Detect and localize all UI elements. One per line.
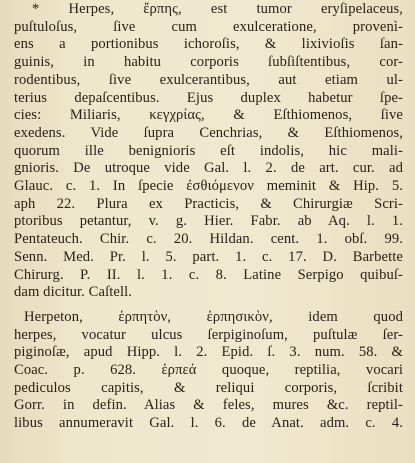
text-line: libus annumeravit Gal. l. 6. de Anat. adm. c. 4. <box>14 415 403 432</box>
text-line: dam dicitur. Caſtell. <box>14 284 133 301</box>
text-line: * Herpes, ἕρπης, est tumor eryſipelaceus, <box>32 1 403 17</box>
text-line: exedens. Vide ſupra Cenchrias, & Eſthiomenos, <box>14 124 403 141</box>
text-line: Glauc. c. 1. In ſpecie ἐσθιόμενον meminit & Hip. 5. <box>14 178 403 195</box>
text-line: Pentateuch. Chir. c. 20. Hildan. cent. 1. obſ. 99. <box>14 231 403 248</box>
text-line: Senn. Med. Pr. l. 5. part. 1. c. 17. D. Barbette <box>14 248 403 265</box>
entry-herpes <box>14 0 403 302</box>
text-line: puſtuloſus, ſive cum exulceratione, provenì- <box>14 18 403 35</box>
text-line: Herpeton, ἑρπητὸν, ἑρπησικὸν, idem quod <box>24 308 403 325</box>
text-line: Coac. p. 628. ἑρπεά quoque, reptilia, vocari <box>14 362 403 379</box>
text-line: quorum ille benignioris eſt indolis, hic mali- <box>14 142 403 159</box>
text-line: rodentibus, ſive exulcerantibus, aut etiam ul- <box>14 71 403 88</box>
text-line: piginoſæ, apud Hipp. l. 2. Epid. ſ. 3. num. 58. & <box>14 344 403 361</box>
text-line: herpes, vocatur ulcus ſerpiginoſum, puſtulæ ſer- <box>14 326 403 343</box>
text-line: Gorr. in defin. Alias & feles, mures &c. reptil- <box>14 397 403 414</box>
text-line: aph 22. Plura ex Practicis, & Chirurgiæ Scri- <box>14 195 403 212</box>
text-line: guinis, in habitu corporis ſubſiſtentibus, cor- <box>14 54 403 71</box>
text-line: pediculos capitis, & reliqui corporis, ſcribit <box>14 379 403 396</box>
text-line: ens a portionibus ichoroſis, & lixivioſis ſan- <box>14 36 403 53</box>
text-line: Chirurg. P. II. l. 1. c. 8. Latine Serpigo quibuſ- <box>14 266 403 283</box>
text-line: terius depaſcentibus. Ejus duplex habetur ſpe- <box>14 89 403 106</box>
text-line: ptoribus petantur, v. g. Hier. Fabr. ab Aq. l. 1. <box>14 213 403 230</box>
text-line: gnioris. De utroque vide Gal. l. 2. de art. cur. ad <box>14 160 403 177</box>
text-line: cies: Miliaris, κεγχρίας, & Eſthiomenos, ſive <box>14 107 403 124</box>
entry-herpeton <box>14 309 403 433</box>
